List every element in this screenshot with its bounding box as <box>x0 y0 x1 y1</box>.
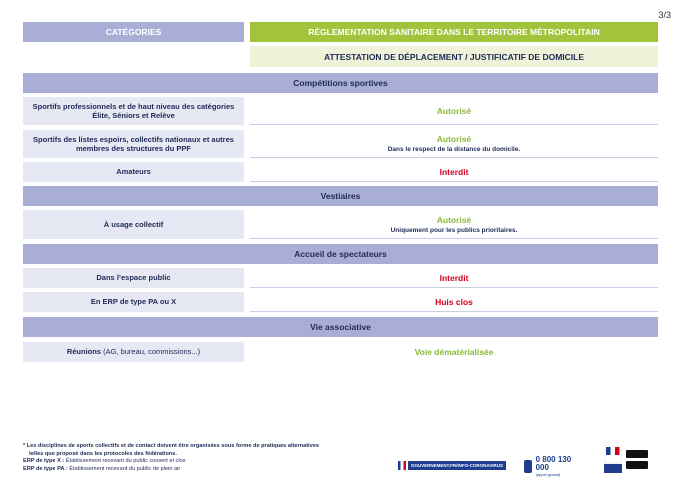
google-play-badge-icon[interactable] <box>626 461 648 469</box>
status-authorized: Autorisé <box>436 214 472 225</box>
erp-x-label: ERP de type X : <box>23 458 65 465</box>
section-associative: Vie associative <box>23 317 658 337</box>
row-label-espace-public: Dans l’espace public <box>23 268 244 288</box>
status-note: Uniquement pour les publics prioritaires. <box>390 226 518 234</box>
row-value-collectif <box>250 210 658 239</box>
row-value-amateurs <box>250 162 658 182</box>
status-note: Dans le respect de la distance du domicile. <box>387 146 521 153</box>
reunions-label: Réunions <box>66 347 101 357</box>
row-label-amateurs: Amateurs <box>23 162 244 182</box>
phone-number: 0 800 130 000 <box>535 455 572 472</box>
section-vestiaires: Vestiaires <box>23 186 658 206</box>
status-forbidden: Interdit <box>439 166 469 177</box>
status-authorized: Autorisé <box>436 105 472 116</box>
row-label-collectif: À usage collectif <box>23 210 244 239</box>
row-label-erp: En ERP de type PA ou X <box>23 292 244 312</box>
footnotes <box>23 443 343 473</box>
status-dematerialized: Voie dématérialisée <box>414 347 494 357</box>
header-regulation: RÉGLEMENTATION SANITAIRE DANS LE TERRITOIRE MÉTROPOLITAIN <box>250 22 658 42</box>
erp-pa-label: ERP de type PA : <box>23 465 68 472</box>
gov-banner[interactable] <box>398 460 506 471</box>
phone-sub: (appel gratuit) <box>535 472 561 477</box>
phone-icon <box>524 460 532 473</box>
row-label-pro: Sportifs professionnels et de haut niveau des catégories Élite, Séniors et Relève <box>23 97 244 125</box>
app-store-badge-icon[interactable] <box>626 450 648 458</box>
status-closed-doors: Huis clos <box>435 296 473 307</box>
footnote-line2: telles que proposé dans les protocoles des fédérations. <box>29 450 177 457</box>
header-categories: CATÉGORIES <box>23 22 244 42</box>
status-forbidden: Interdit <box>439 272 469 283</box>
row-value-espoirs <box>250 130 658 158</box>
status-authorized: Autorisé <box>436 134 472 144</box>
row-value-espace-public <box>250 268 658 288</box>
row-label-espoirs: Sportifs des listes espoirs, collectifs nationaux et autres membres des structures du PPF <box>23 130 244 158</box>
erp-x-text: Établissement recevant du public couvert et clos <box>64 458 186 465</box>
republique-francaise-logo <box>604 445 622 473</box>
section-competitions: Compétitions sportives <box>23 73 658 93</box>
erp-pa-text: Établissement recevant du public de plein air <box>67 465 181 472</box>
section-spectateurs: Accueil de spectateurs <box>23 244 658 264</box>
page-number: 3/3 <box>658 10 671 20</box>
row-value-pro <box>250 97 658 125</box>
header-attestation: ATTESTATION DE DÉPLACEMENT / JUSTIFICATIF DE DOMICILE <box>250 46 658 67</box>
gov-banner-text: GOUVERNEMENT.FR/INFO-CORONAVIRUS <box>408 461 506 470</box>
footnote-line1: * Les disciplines de sports collectifs et de contact doivent être organisées sous forme de pratiques alternatives <box>23 443 319 449</box>
phone-info[interactable] <box>524 456 584 477</box>
french-flag-icon <box>398 461 406 470</box>
row-value-erp <box>250 292 658 312</box>
reunions-detail: (AG, bureau, commissions...) <box>100 347 201 357</box>
row-value-reunions <box>250 342 658 362</box>
row-label-reunions <box>23 342 244 362</box>
